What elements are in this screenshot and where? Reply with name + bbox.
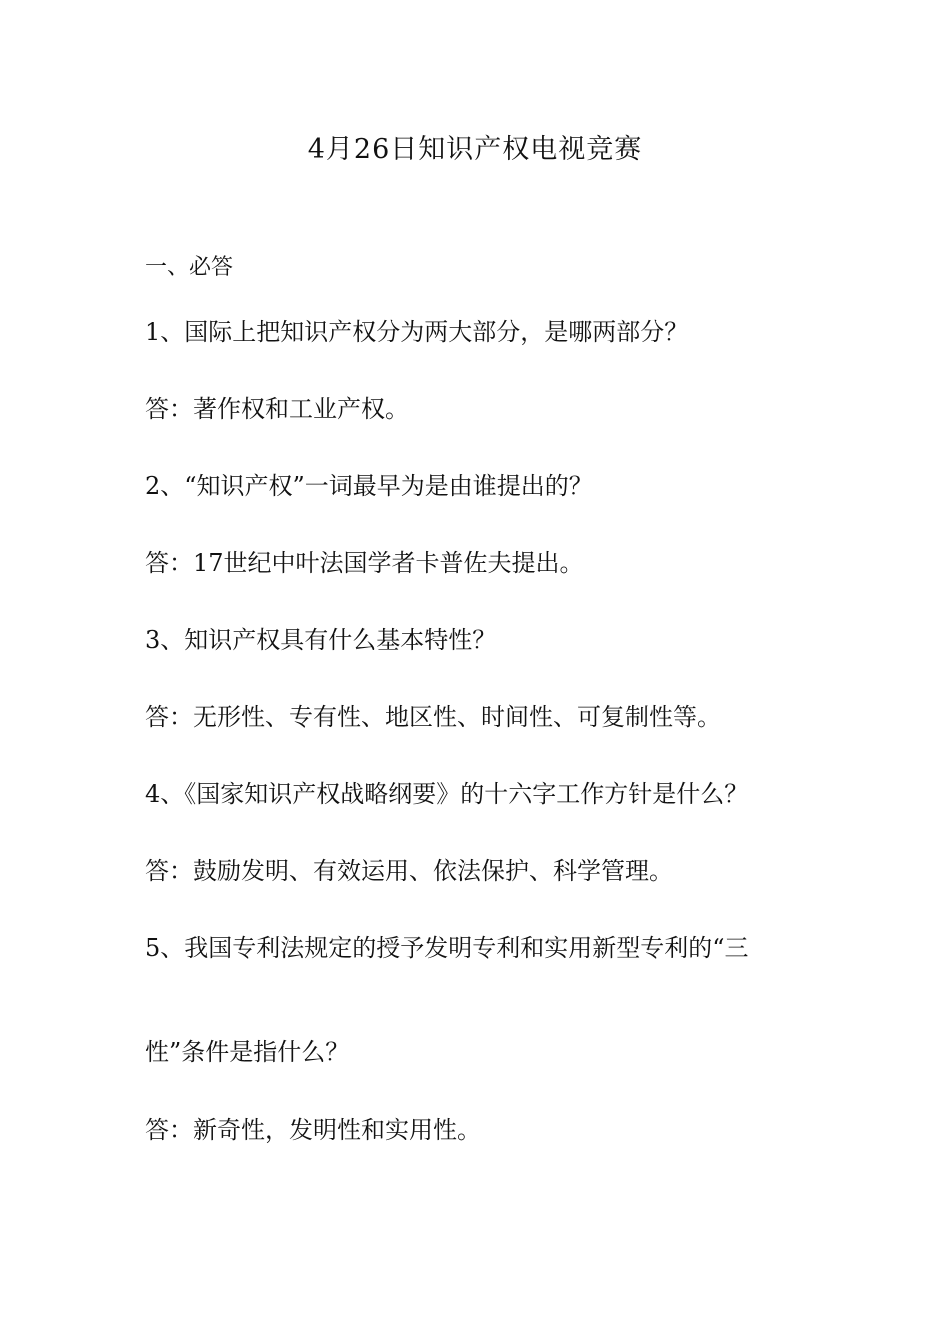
answer-1: 答：著作权和工业产权。 [145,395,409,423]
document-title: 4月26日知识产权电视竞赛 [307,134,643,165]
question-1: 1、国际上把知识产权分为两大部分，是哪两部分？ [145,318,689,346]
answer-5: 答：新奇性，发明性和实用性。 [145,1116,481,1144]
question-2: 2、“知识产权”一词最早为是由谁提出的？ [145,472,593,500]
answer-4: 答：鼓励发明、有效运用、依法保护、科学管理。 [145,857,673,885]
answer-3: 答：无形性、专有性、地区性、时间性、可复制性等。 [145,703,721,731]
question-5-line-2: 性”条件是指什么？ [145,1038,350,1066]
question-3: 3、知识产权具有什么基本特性？ [145,626,497,654]
question-5-line-1: 5、我国专利法规定的授予发明专利和实用新型专利的“三 [145,934,749,962]
answer-2: 答：17世纪中叶法国学者卡普佐夫提出。 [145,549,584,577]
question-4: 4、《国家知识产权战略纲要》的十六字工作方针是什么？ [145,780,749,808]
section-heading: 一、必答 [145,255,234,280]
